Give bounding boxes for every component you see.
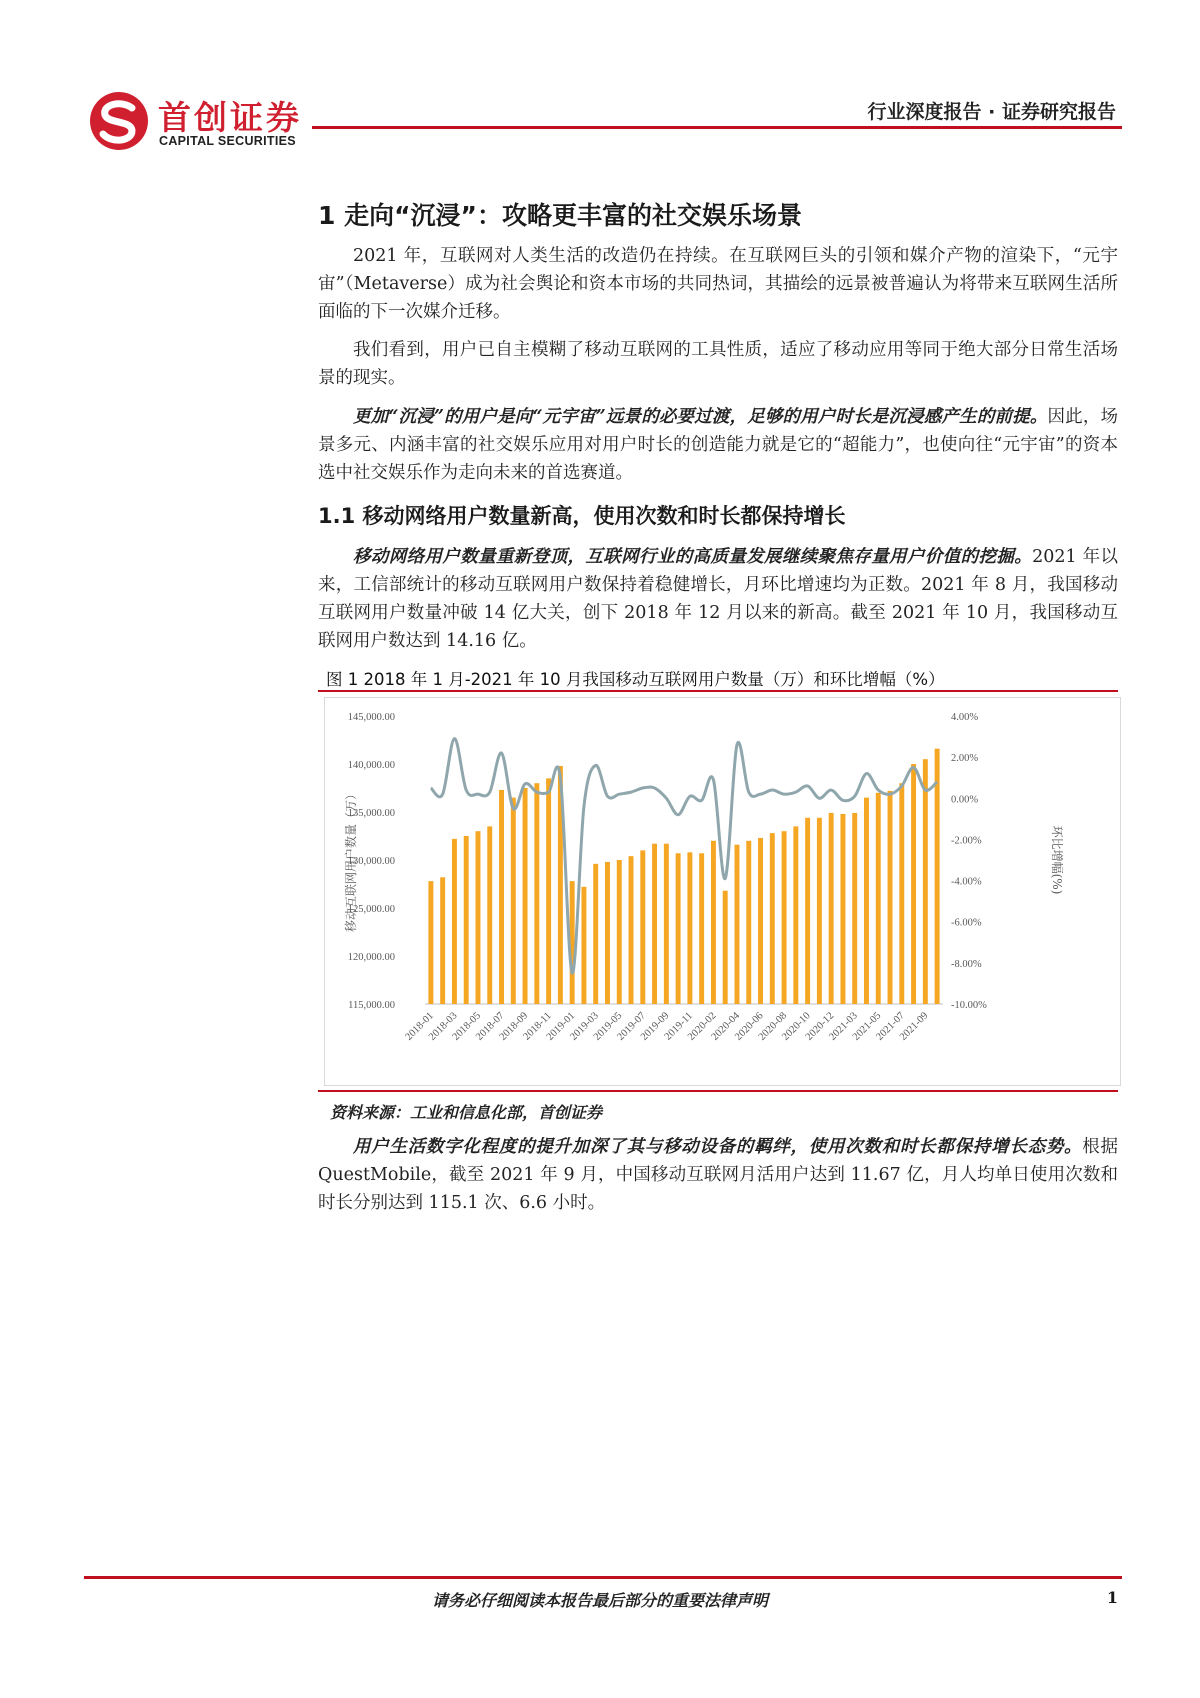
x-tick-label: 2021-03 <box>827 1010 860 1043</box>
x-tick-label: 2021-07 <box>874 1010 907 1043</box>
x-tick-label: 2020-06 <box>733 1010 766 1043</box>
bar <box>793 826 798 1004</box>
y-tick-label-right: -8.00% <box>951 958 982 970</box>
y-tick-label-left: 120,000.00 <box>347 952 395 963</box>
y-tick-label-left: 145,000.00 <box>347 712 395 723</box>
bar <box>440 877 445 1004</box>
y-tick-label-left: 140,000.00 <box>347 760 395 771</box>
y-tick-label-left: 125,000.00 <box>347 904 395 915</box>
bar <box>428 881 433 1004</box>
bar <box>746 841 751 1004</box>
x-tick-label: 2018-05 <box>450 1010 484 1043</box>
bar <box>676 853 681 1004</box>
bar <box>534 783 539 1004</box>
bar <box>770 833 775 1004</box>
paragraph <box>318 1133 1118 1217</box>
y-tick-label-right: 2.00% <box>951 753 979 765</box>
bar <box>829 813 834 1004</box>
y-tick-label-right: -2.00% <box>951 835 982 847</box>
figure-caption: 图 1 2018 年 1 月-2021 年 10 月我国移动互联网用户数量（万）和环比增幅（%） <box>326 670 945 689</box>
paragraph: 我们看到，用户已自主模糊了移动互联网的工具性质，适应了移动应用等同于绝大部分日常生活场景的现实。 <box>318 340 1118 388</box>
paragraph-body: 2021 年以来，工信部统计的移动互联网用户数保持着稳健增长，月环比增速均为正数。2021 年 8 月，我国移动互联网用户数量冲破 14 亿大关，创下 2018 年 12 月以来的新高。截至 2021 年 10 月，我国移动互联网用户数达到 14.16 亿。 <box>318 547 1118 651</box>
bar <box>617 860 622 1004</box>
x-tick-label: 2018-09 <box>497 1010 531 1043</box>
y-tick-label-right: 4.00% <box>951 712 979 723</box>
bar <box>935 749 940 1004</box>
bar <box>723 891 728 1004</box>
bar <box>888 791 893 1004</box>
logo-text: 首创证券 <box>158 98 302 137</box>
bar <box>523 788 528 1004</box>
x-tick-label: 2020-02 <box>686 1010 719 1043</box>
y-tick-label-right: -10.00% <box>951 1000 987 1011</box>
footer-divider <box>84 1576 1122 1579</box>
bar <box>864 798 869 1004</box>
x-tick-label: 2018-11 <box>521 1010 554 1043</box>
y-tick-label-right: -6.00% <box>951 917 982 929</box>
logo-icon <box>88 90 150 152</box>
x-tick-label: 2019-11 <box>662 1010 696 1043</box>
bar <box>452 839 457 1004</box>
bar <box>476 831 481 1004</box>
bar <box>629 856 634 1004</box>
x-tick-label: 2019-01 <box>544 1010 578 1043</box>
logo-english-text: CAPITAL SECURITIES <box>159 134 296 148</box>
paragraph-lead: 移动网络用户数量重新登顶，互联网行业的高质量发展继续聚焦存量用户价值的挖掘。 <box>353 547 1033 567</box>
x-tick-label: 2020-12 <box>803 1010 837 1043</box>
x-tick-label: 2019-05 <box>591 1010 625 1043</box>
bar <box>487 826 492 1004</box>
bar <box>876 793 881 1004</box>
bar <box>605 862 610 1004</box>
x-tick-label: 2021-09 <box>897 1010 931 1043</box>
paragraph-body: 根据 QuestMobile，截至 2021 年 9 月，中国移动互联网月活用户达到 11.67 亿，月人均单日使用次数和时长分别达到 115.1 次、6.6 小时。 <box>318 1137 1118 1213</box>
bar <box>805 818 810 1004</box>
figure-source: 资料来源：工业和信息化部，首创证券 <box>330 1103 603 1122</box>
x-tick-label: 2018-03 <box>427 1010 460 1043</box>
section-heading: 1 走向“沉浸”：攻略更丰富的社交娱乐场景 <box>318 201 802 230</box>
x-tick-label: 2020-04 <box>709 1010 743 1043</box>
y-tick-label-left: 130,000.00 <box>347 856 395 867</box>
y-tick-label-right: -4.00% <box>951 876 982 888</box>
paragraph-body: 因此，场景多元、内涵丰富的社交娱乐应用对用户时长的创造能力就是它的“超能力”，也使向往“元宇宙”的资本选中社交娱乐作为走向未来的首选赛道。 <box>318 407 1119 483</box>
bar <box>499 790 504 1004</box>
y-tick-label-right: 0.00% <box>951 794 979 806</box>
bar <box>711 841 716 1004</box>
bar <box>581 887 586 1004</box>
paragraph <box>318 543 1118 655</box>
bar <box>911 764 916 1004</box>
y-axis-title-right: 环比增幅(%) <box>1050 825 1064 895</box>
paragraph-lead: 更加“沉浸”的用户是向“元宇宙”远景的必要过渡，足够的用户时长是沉浸感产生的前提。 <box>353 407 1048 427</box>
bar <box>735 845 740 1004</box>
chart-canvas <box>325 698 1120 1085</box>
x-tick-label: 2019-07 <box>615 1010 648 1043</box>
bar <box>664 844 669 1004</box>
bar <box>546 778 551 1004</box>
y-axis-title-left: 移动互联网用户数量（万） <box>344 787 358 933</box>
bar <box>852 813 857 1004</box>
x-tick-label: 2019-03 <box>568 1010 601 1043</box>
x-tick-label: 2020-08 <box>756 1010 790 1043</box>
bar <box>758 838 763 1004</box>
paragraph: 2021 年，互联网对人类生活的改造仍在持续。在互联网巨头的引领和媒介产物的渲染下，“元宇宙”（Metaverse）成为社会舆论和资本市场的共同热词，其描绘的远景被普遍认为将带来互联网生活所面临的下一次媒介迁移。 <box>318 246 1118 322</box>
chart <box>324 697 1121 1086</box>
bar <box>817 818 822 1004</box>
x-tick-label: 2020-10 <box>780 1010 813 1043</box>
x-tick-label: 2018-07 <box>474 1010 507 1043</box>
bar <box>652 844 657 1004</box>
document-type-label: 行业深度报告 · 证券研究报告 <box>867 101 1116 123</box>
bar <box>593 864 598 1004</box>
bar <box>899 783 904 1004</box>
paragraph <box>318 403 1118 487</box>
header-divider <box>312 126 1122 129</box>
paragraph-lead: 用户生活数字化程度的提升加深了其与移动设备的羁绊，使用次数和时长都保持增长态势。 <box>353 1137 1083 1157</box>
page-number: 1 <box>1106 1588 1118 1607</box>
bar <box>464 836 469 1004</box>
figure-top-rule <box>318 690 1118 692</box>
bar <box>840 814 845 1004</box>
bar <box>640 850 645 1004</box>
bar <box>687 852 692 1004</box>
figure-bottom-rule <box>318 1090 1118 1092</box>
x-tick-label: 2019-09 <box>638 1010 672 1043</box>
footer-disclaimer: 请务必仔细阅读本报告最后部分的重要法律声明 <box>431 1591 768 1610</box>
y-tick-label-left: 115,000.00 <box>348 1000 395 1011</box>
series-line <box>431 739 937 974</box>
x-tick-label: 2018-01 <box>403 1010 437 1043</box>
bar <box>511 798 516 1004</box>
bar <box>782 831 787 1004</box>
subsection-heading: 1.1 移动网络用户数量新高，使用次数和时长都保持增长 <box>318 504 846 528</box>
x-tick-label: 2021-05 <box>850 1010 884 1043</box>
bar <box>923 759 928 1004</box>
bar <box>699 853 704 1004</box>
y-tick-label-left: 135,000.00 <box>347 808 395 819</box>
